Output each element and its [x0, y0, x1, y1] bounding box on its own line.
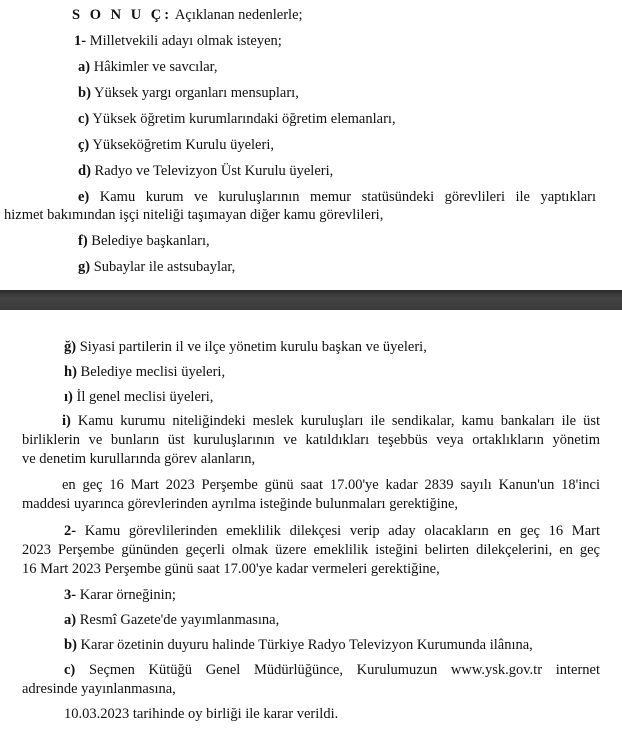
item-gg: [64, 338, 427, 356]
item-text: Hâkimler ve savcılar,: [93, 59, 218, 75]
item-key: c): [78, 111, 90, 127]
item-h: [64, 363, 225, 381]
item-g: [78, 258, 235, 276]
item-e-line2: hizmet bakımından işçi niteliği taşımayan diğer kamu görevlileri,: [4, 207, 384, 223]
item-key: b): [64, 637, 77, 653]
heading-text: Açıklanan nedenlerle;: [174, 7, 303, 23]
item-cc: [78, 136, 274, 154]
item-key: d): [78, 163, 91, 179]
deadline-line2: maddesi uyarınca görevlerinden ayrılma isteğinde bulunmaları gerektiğine,: [22, 496, 459, 512]
paragraph-text: Karar örneğinin;: [79, 587, 176, 603]
item-text: Karar özetinin duyuru halinde Türkiye Radyo Televizyon Kurumunda ilânına,: [80, 637, 533, 653]
item-f: [78, 232, 210, 250]
paragraph-number: 1-: [74, 33, 87, 49]
item-text: Yüksek yargı organları mensupları,: [94, 85, 299, 101]
item-text: Yüksek öğretim kurumlarındaki öğretim elemanları,: [92, 111, 396, 127]
paragraph-2-line3: 16 Mart 2023 Perşembe günü saat 17.00'ye kadar vermeleri gerektiğine,: [22, 561, 440, 577]
paragraph-text: Kamu görevlilerinden emeklilik dilekçesi verip aday olacakların en geç 16 Mart: [84, 523, 600, 539]
paragraph-text: Milletvekili adayı olmak isteyen;: [89, 33, 282, 49]
paragraph-2-line2: 2023 Perşembe gününden geçerli olmak üzere emeklilik isteğini belirten dilekçelerini, en geç: [22, 542, 600, 558]
item-key: a): [78, 59, 91, 75]
item-c: [78, 110, 396, 128]
item-text: Seçmen Kütüğü Genel Müdürlüğünce, Kurulumuzun www.ysk.gov.tr internet: [88, 662, 601, 678]
page-separator: [0, 290, 622, 310]
item-3c-line2: adresinde yayınlanmasına,: [22, 681, 176, 697]
item-text: Resmî Gazete'de yayımlanmasına,: [79, 612, 280, 628]
item-key: ğ): [64, 339, 77, 355]
paragraph-1: [74, 32, 282, 50]
closing-line: 10.03.2023 tarihinde oy birliği ile karar verildi.: [64, 706, 339, 722]
item-key: b): [78, 85, 91, 101]
item-e-line1: [78, 188, 596, 206]
item-text: Kamu kurumu niteliğindeki meslek kuruluşları ile sendikalar, kamu bankaları ile üst: [77, 413, 600, 429]
item-key: f): [78, 233, 88, 249]
item-key: ı): [64, 389, 73, 405]
heading-label: S O N U Ç:: [72, 7, 173, 23]
item-text: Yükseköğretim Kurulu üyeleri,: [92, 137, 274, 153]
item-text: İl genel meclisi üyeleri,: [76, 389, 214, 405]
deadline-line1: en geç 16 Mart 2023 Perşembe günü saat 17.00'ye kadar 2839 sayılı Kanun'un 18'inci: [62, 477, 600, 493]
item-3b: [64, 636, 533, 654]
paragraph-number: 3-: [64, 587, 77, 603]
item-ii: [64, 388, 213, 406]
heading-line: [72, 6, 303, 24]
item-b: [78, 84, 299, 102]
item-key: ç): [78, 137, 90, 153]
item-3c-line1: [64, 661, 600, 679]
item-d: [78, 162, 333, 180]
item-i-line1: [62, 412, 600, 430]
item-text: Kamu kurum ve kuruluşlarının memur statüsündeki görevlileri ile yaptıkları: [99, 189, 597, 205]
item-i-line3: ve denetim kurullarında görev alanların,: [22, 451, 256, 467]
document-page-bottom: [0, 310, 622, 756]
item-i-line2: birliklerin ve bunların üst kuruluşlarının ve katıldıkları teşebbüs veya ortaklıkların yönetim: [22, 432, 600, 448]
item-key: g): [78, 259, 91, 275]
item-key: e): [78, 189, 90, 205]
item-key: c): [64, 662, 76, 678]
paragraph-number: 2-: [64, 523, 77, 539]
item-3a: [64, 611, 279, 629]
item-text: Subaylar ile astsubaylar,: [93, 259, 236, 275]
item-text: Radyo ve Televizyon Üst Kurulu üyeleri,: [94, 163, 334, 179]
item-text: Siyasi partilerin il ve ilçe yönetim kurulu başkan ve üyeleri,: [79, 339, 427, 355]
item-key: h): [64, 364, 77, 380]
item-a: [78, 58, 218, 76]
item-text: Belediye meclisi üyeleri,: [80, 364, 226, 380]
item-key: a): [64, 612, 77, 628]
item-text: Belediye başkanları,: [91, 233, 210, 249]
paragraph-2-line1: [64, 522, 600, 540]
document-page-top: [0, 0, 622, 290]
paragraph-3: [64, 586, 176, 604]
item-key: i): [62, 413, 71, 429]
